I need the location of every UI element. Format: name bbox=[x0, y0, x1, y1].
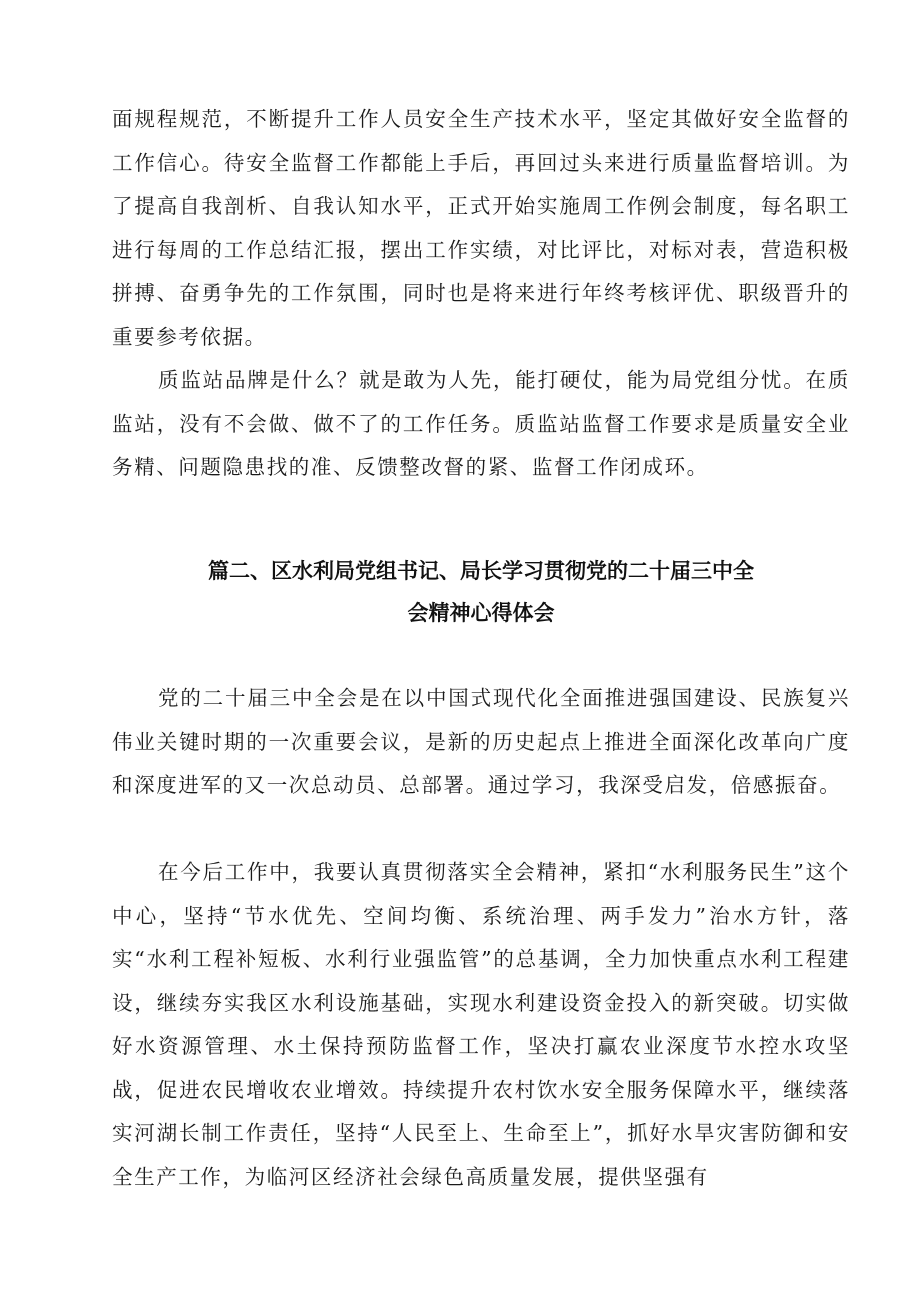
section-title-line: 会精神心得体会 bbox=[407, 601, 555, 625]
section-title bbox=[112, 550, 850, 634]
body-paragraph: 党的二十届三中全会是在以中国式现代化全面推进强国建设、民族复兴伟业关键时期的一次重要会议，是新的历史起点上推进全面深化改革向广度和深度进军的又一次总动员、总部署。通过学习，我深受启发，倍感振奋。 bbox=[112, 686, 850, 797]
body-paragraph: 在今后工作中，我要认真贯彻落实全会精神，紧扣“水利服务民生”这个中心，坚持“节水优先、空间均衡、系统治理、两手发力”治水方针，落实“水利工程补短板、水利行业强监管”的总基调，全力加快重点水利工程建设，继续夯实我区水利设施基础，实现水利建设资金投入的新突破。切实做好水资源管理、水土保持预防监督工作，坚决打赢农业深度节水控水攻坚战，促进农民增收农业增效。持续提升农村饮水安全服务保障水平，继续落实河湖长制工作责任，坚持“人民至上、生命至上”，抓好水旱灾害防御和安全生产工作，为临河区经济社会绿色高质量发展，提供坚强有 bbox=[112, 860, 850, 1189]
body-paragraph: 面规程规范，不断提升工作人员安全生产技术水平，坚定其做好安全监督的工作信心。待安全监督工作都能上手后，再回过头来进行质量监督培训。为了提高自我剖析、自我认知水平，正式开始实施周工作例会制度，每名职工进行每周的工作总结汇报，摆出工作实绩，对比评比，对标对表，营造积极拼搏、奋勇争先的工作氛围，同时也是将来进行年终考核评优、职级晋升的重要参考依据。 bbox=[112, 107, 850, 349]
body-paragraph: 质监站品牌是什么？就是敢为人先，能打硬仗，能为局党组分忧。在质监站，没有不会做、做不了的工作任务。质监站监督工作要求是质量安全业务精、问题隐患找的准、反馈整改督的紧、监督工作闭成环。 bbox=[112, 368, 850, 479]
section-title-line: 篇二、区水利局党组书记、局长学习贯彻党的二十届三中全 bbox=[208, 559, 754, 583]
